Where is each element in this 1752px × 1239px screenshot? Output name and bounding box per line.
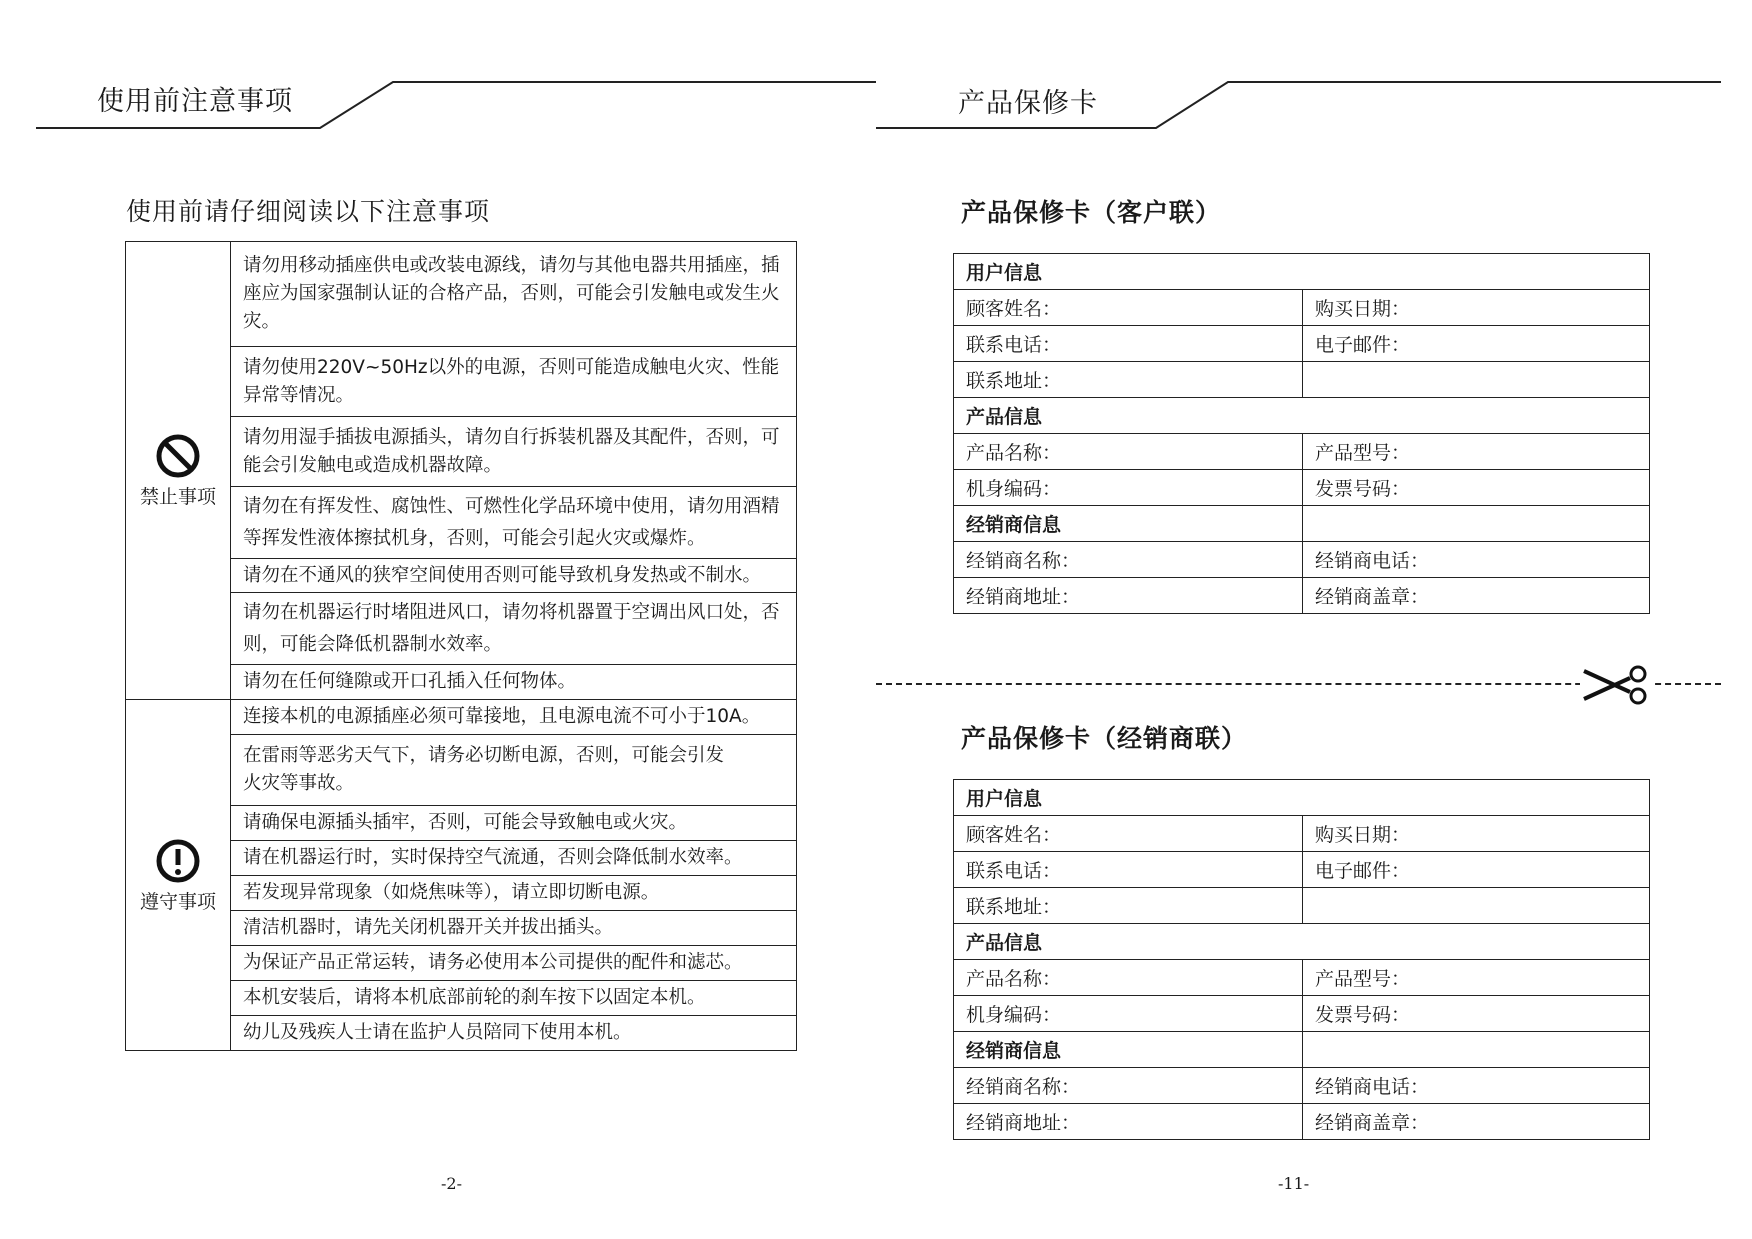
page-heading: 产品保修卡: [958, 88, 1098, 119]
card-row: [954, 398, 1650, 434]
warranty-card-title: 产品保修卡（客户联）: [961, 198, 1222, 227]
precautions-table: [125, 241, 797, 1051]
card-row: [954, 1032, 1650, 1068]
card-section-label: 产品信息: [954, 398, 1650, 434]
notice-item: 若发现异常现象（如烧焦味等），请立即切断电源。: [231, 875, 796, 910]
card-field-label: 经销商名称：: [954, 542, 1303, 578]
card-field-label: 产品名称：: [954, 434, 1303, 470]
group-label: 禁止事项: [139, 486, 216, 509]
notice-item: 请勿在机器运行时堵阻进风口，请勿将机器置于空调出风口处，否则，可能会降低机器制水效率。: [231, 592, 796, 664]
card-row: [954, 362, 1650, 398]
notice-item: 幼儿及残疾人士请在监护人员陪同下使用本机。: [231, 1015, 796, 1050]
card-field-label: 产品名称：: [954, 960, 1303, 996]
header-rule: [0, 0, 876, 140]
card-row: [954, 290, 1650, 326]
card-field-label: 电子邮件：: [1303, 326, 1650, 362]
card-field-label: 经销商电话：: [1303, 542, 1650, 578]
notice-item: 请在机器运行时，实时保持空气流通，否则会降低制水效率。: [231, 840, 796, 875]
card-field-label: [1303, 888, 1650, 924]
notice-item: 请勿使用220V~50Hz以外的电源，否则可能造成触电火灾、性能异常等情况。: [231, 346, 796, 416]
mandatory-group: [126, 699, 796, 1050]
card-row: [954, 326, 1650, 362]
card-field-label: 顾客姓名：: [954, 816, 1303, 852]
notice-subtitle: 使用前请仔细阅读以下注意事项: [126, 197, 491, 226]
card-row: [954, 852, 1650, 888]
prohibited-icon: [154, 432, 202, 480]
card-field-label: 产品型号：: [1303, 960, 1650, 996]
card-field-label: 发票号码：: [1303, 470, 1650, 506]
notice-item: 为保证产品正常运转，请务必使用本公司提供的配件和滤芯。: [231, 945, 796, 980]
card-row: [954, 578, 1650, 614]
card-row: [954, 1104, 1650, 1140]
page-heading: 使用前注意事项: [97, 86, 293, 117]
card-field-label: 购买日期：: [1303, 816, 1650, 852]
scissors-icon: [1580, 665, 1652, 705]
card-field-label: 联系电话：: [954, 852, 1303, 888]
prohibited-group: [126, 242, 796, 699]
page-number: -11-: [1278, 1174, 1310, 1193]
card-field-label: 购买日期：: [1303, 290, 1650, 326]
card-field-label: 经销商地址：: [954, 578, 1303, 614]
card-row: [954, 1068, 1650, 1104]
card-field-label: 经销商盖章：: [1303, 578, 1650, 614]
card-row: [954, 470, 1650, 506]
card-field-label: [1303, 362, 1650, 398]
card-row: [954, 924, 1650, 960]
card-field-label: 经销商地址：: [954, 1104, 1303, 1140]
notice-item: 在雷雨等恶劣天气下，请务必切断电源，否则，可能会引发火灾等事故。: [231, 734, 796, 805]
card-field-label: 发票号码：: [1303, 996, 1650, 1032]
card-field-label: 联系电话：: [954, 326, 1303, 362]
card-field-label: 经销商电话：: [1303, 1068, 1650, 1104]
card-field-label: 顾客姓名：: [954, 290, 1303, 326]
notice-item: 请勿用湿手插拔电源插头，请勿自行拆装机器及其配件，否则，可能会引发触电或造成机器故障。: [231, 416, 796, 486]
card-field-label: 机身编码：: [954, 996, 1303, 1032]
card-row: [954, 888, 1650, 924]
group-label-cell: [126, 242, 231, 699]
card-row: [954, 434, 1650, 470]
exclamation-icon: [154, 837, 202, 885]
card-row: [954, 816, 1650, 852]
card-field-label: 经销商名称：: [954, 1068, 1303, 1104]
card-row: [954, 996, 1650, 1032]
card-field-label: [1303, 1032, 1650, 1068]
card-section-label: 用户信息: [954, 254, 1650, 290]
notice-item: 本机安装后，请将本机底部前轮的刹车按下以固定本机。: [231, 980, 796, 1015]
header-rule: [876, 0, 1752, 140]
notice-item: 清洁机器时，请先关闭机器开关并拔出插头。: [231, 910, 796, 945]
card-row: [954, 506, 1650, 542]
notice-item: 请勿在有挥发性、腐蚀性、可燃性化学品环境中使用，请勿用酒精等挥发性液体擦拭机身，否则，可能会引起火灾或爆炸。: [231, 486, 796, 558]
notice-item: 连接本机的电源插座必须可靠接地，且电源电流不可小于10A。: [243, 706, 761, 727]
page-number: -2-: [441, 1174, 462, 1193]
warranty-card-dealer: [953, 779, 1650, 1140]
card-row: [954, 960, 1650, 996]
card-field-label: 电子邮件：: [1303, 852, 1650, 888]
card-section-label: 用户信息: [954, 780, 1650, 816]
card-row: [954, 254, 1650, 290]
card-field-label: 联系地址：: [954, 888, 1303, 924]
notice-item: 请勿用移动插座供电或改装电源线，请勿与其他电器共用插座，插座应为国家强制认证的合格产品，否则，可能会引发触电或发生火灾。: [243, 255, 780, 332]
right-page: [876, 0, 1752, 1239]
card-section-label: 经销商信息: [954, 1032, 1303, 1068]
group-label: 遵守事项: [139, 890, 216, 913]
card-row: [954, 542, 1650, 578]
card-section-label: 产品信息: [954, 924, 1650, 960]
notice-item: 请勿在不通风的狭窄空间使用否则可能导致机身发热或不制水。: [231, 558, 796, 592]
notice-item: 请勿在任何缝隙或开口孔插入任何物体。: [231, 664, 796, 699]
warranty-card-customer: [953, 253, 1650, 614]
card-field-label: [1303, 506, 1650, 542]
card-row: [954, 780, 1650, 816]
card-field-label: 机身编码：: [954, 470, 1303, 506]
group-label-cell: [126, 700, 231, 1050]
card-field-label: 联系地址：: [954, 362, 1303, 398]
card-field-label: 经销商盖章：: [1303, 1104, 1650, 1140]
card-section-label: 经销商信息: [954, 506, 1303, 542]
card-field-label: 产品型号：: [1303, 434, 1650, 470]
notice-item: 请确保电源插头插牢，否则，可能会导致触电或火灾。: [231, 805, 796, 840]
warranty-card-title: 产品保修卡（经销商联）: [961, 724, 1248, 753]
